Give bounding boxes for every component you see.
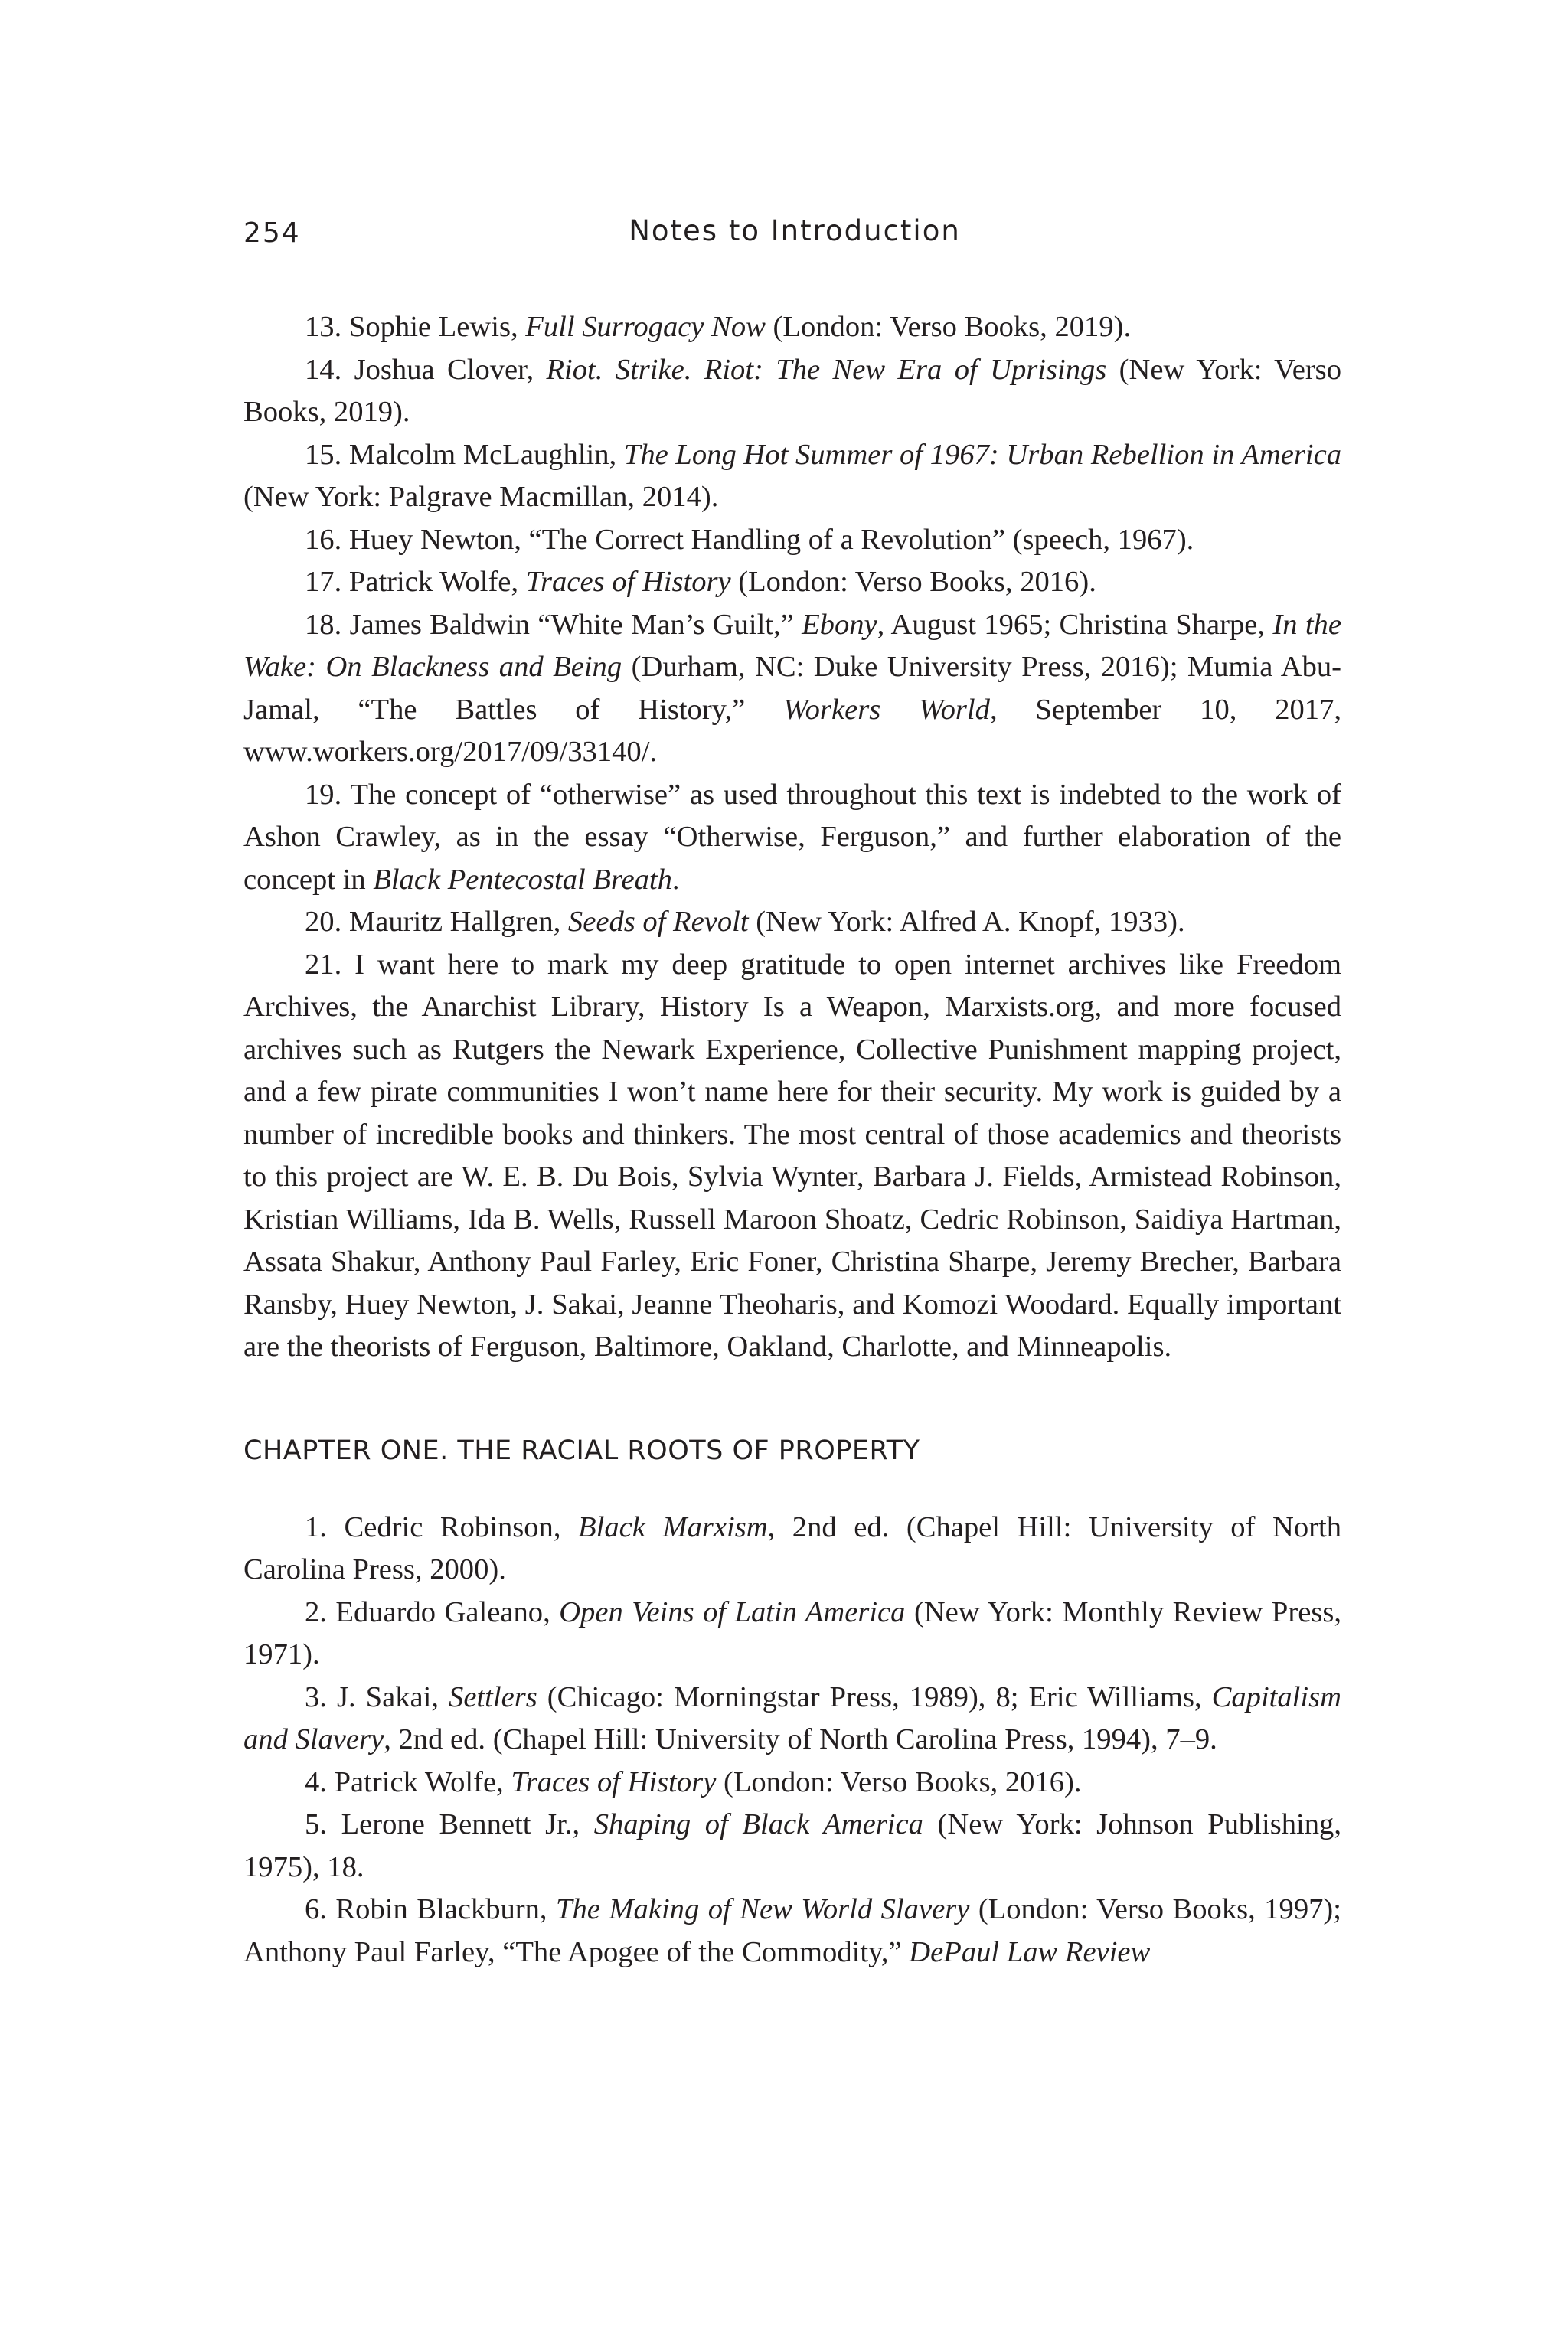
note-text: , September 10, 2017, www.workers.org/2017/09/33140/.: [243, 693, 1342, 768]
note-title-italic: In the Wake: On Blackness and Being: [243, 608, 1341, 683]
running-head: [243, 208, 1346, 254]
note-text: Eduardo Galeano,: [335, 1595, 560, 1628]
note-title-italic: Ebony: [802, 608, 877, 641]
note-number: 2.: [305, 1595, 327, 1628]
note-item: [243, 774, 1341, 902]
note-item: [243, 561, 1341, 604]
note-text: (New York: Palgrave Macmillan, 2014).: [243, 481, 719, 513]
note-title-italic: Traces of History: [525, 566, 731, 598]
note-number: 17.: [305, 566, 342, 598]
note-item: [243, 306, 1341, 349]
note-number: 21.: [305, 948, 342, 981]
note-item: [243, 1804, 1341, 1889]
note-item: [243, 1677, 1341, 1762]
note-text: (New York: Verso Books, 2019).: [243, 353, 1341, 428]
note-title-italic: Shaping of Black America: [593, 1808, 923, 1840]
note-title-italic: Full Surrogacy Now: [525, 311, 766, 343]
note-number: 20.: [305, 906, 342, 938]
note-text: The concept of “otherwise” as used throughout this text is indebted to the work of Ashon Crawley, as in the essay “Otherwise, Ferguson,” and further elaboration of the concept in: [243, 778, 1341, 896]
note-text: Robin Blackburn,: [335, 1893, 557, 1925]
note-item: [243, 434, 1341, 519]
note-item: [243, 944, 1341, 1369]
note-item: [243, 1592, 1341, 1677]
note-title-italic: Workers World: [783, 693, 990, 726]
note-item: [243, 1762, 1341, 1804]
note-text: (Durham, NC: Duke University Press, 2016); Mumia Abu-Jamal, “The Battles of History,”: [243, 651, 1341, 726]
note-title-italic: Riot. Strike. Riot: The New Era of Uprisings: [546, 353, 1107, 386]
note-text: , 2nd ed. (Chapel Hill: University of North Carolina Press, 2000).: [243, 1510, 1341, 1585]
note-text: (London: Verso Books, 1997); Anthony Paul Farley, “The Apogee of the Commodity,”: [243, 1893, 1341, 1968]
note-text: (London: Verso Books, 2019).: [765, 311, 1132, 343]
note-number: 14.: [305, 353, 342, 386]
note-item: [243, 519, 1341, 562]
note-text: J. Sakai,: [336, 1680, 449, 1713]
note-text: (London: Verso Books, 2016).: [716, 1765, 1082, 1798]
note-number: 1.: [305, 1510, 327, 1543]
note-number: 18.: [305, 608, 342, 641]
note-text: Patrick Wolfe,: [348, 566, 526, 598]
note-text: (New York: Monthly Review Press, 1971).: [243, 1595, 1341, 1670]
note-text: Mauritz Hallgren,: [348, 906, 568, 938]
note-number: 15.: [305, 438, 342, 471]
note-text: , 2nd ed. (Chapel Hill: University of North Carolina Press, 1994), 7–9.: [384, 1723, 1217, 1755]
note-text: (London: Verso Books, 2016).: [730, 566, 1096, 598]
note-number: 5.: [305, 1808, 327, 1840]
note-item: [243, 1889, 1341, 1974]
chapter-notes-list: [243, 1507, 1341, 1974]
note-text: Cedric Robinson,: [344, 1510, 579, 1543]
note-title-italic: DePaul Law Review: [909, 1935, 1151, 1968]
note-title-italic: Open Veins of Latin America: [559, 1595, 906, 1628]
note-number: 3.: [305, 1680, 327, 1713]
note-text: Huey Newton, “The Correct Handling of a Revolution” (speech, 1967).: [348, 523, 1194, 556]
note-title-italic: Black Marxism: [578, 1510, 768, 1543]
note-text: Patrick Wolfe,: [334, 1765, 511, 1798]
intro-notes-list: [243, 306, 1341, 1369]
note-text: James Baldwin “White Man’s Guilt,”: [349, 608, 802, 641]
note-title-italic: The Long Hot Summer of 1967: Urban Rebellion in America: [623, 438, 1341, 471]
note-title-italic: Traces of History: [511, 1765, 717, 1798]
note-text: (New York: Alfred A. Knopf, 1933).: [748, 906, 1185, 938]
note-title-italic: Capitalism and Slavery: [243, 1680, 1341, 1755]
note-text: Joshua Clover,: [354, 353, 547, 386]
note-title-italic: Black Pentecostal Breath: [373, 863, 672, 896]
note-text: .: [671, 863, 680, 896]
note-text: Lerone Bennett Jr.,: [341, 1808, 594, 1840]
note-number: 16.: [305, 523, 342, 556]
note-number: 13.: [305, 311, 342, 343]
note-item: [243, 1507, 1341, 1592]
page-number: 254: [243, 217, 301, 249]
note-title-italic: Seeds of Revolt: [567, 906, 749, 938]
notes-body: [243, 306, 1341, 1974]
note-number: 19.: [305, 778, 342, 811]
note-text: (Chicago: Morningstar Press, 1989), 8; Eric Williams,: [537, 1680, 1212, 1713]
note-text: Sophie Lewis,: [348, 311, 526, 343]
note-title-italic: The Making of New World Slavery: [556, 1893, 970, 1925]
note-text: , August 1965; Christina Sharpe,: [877, 608, 1273, 641]
note-title-italic: Settlers: [449, 1680, 537, 1713]
chapter-heading: CHAPTER ONE. THE RACIAL ROOTS OF PROPERTY: [243, 1435, 920, 1466]
note-text: Malcolm McLaughlin,: [348, 438, 624, 471]
note-number: 4.: [305, 1765, 327, 1798]
note-item: [243, 604, 1341, 774]
running-title: Notes to Introduction: [629, 214, 961, 247]
note-text: I want here to mark my deep gratitude to open internet archives like Freedom Archives, the Anarchist Library, History Is a Weapon, Marxists.org, and more focused archives such as Rutgers the Newark Experience, Collective Punishment mapping project, and a few pirate communities I won’t name here for their security. My work is guided by a number of incredible books and thinkers. The most central of those academics and theorists to this project are W. E. B. Du Bois, Sylvia Wynter, Barbara J. Fields, Armistead Robinson, Kristian Williams, Ida B. Wells, Russell Maroon Shoatz, Cedric Robinson, Saidiya Hartman, Assata Shakur, Anthony Paul Farley, Eric Foner, Christina Sharpe, Jeremy Brecher, Barbara Ransby, Huey Newton, J. Sakai, Jeanne Theoharis, and Komozi Woodard. Equally important are the theorists of Ferguson, Baltimore, Oakland, Charlotte, and Minneapolis.: [243, 948, 1341, 1363]
note-number: 6.: [305, 1893, 327, 1925]
note-text: (New York: Johnson Publishing, 1975), 18.: [243, 1808, 1341, 1883]
note-item: [243, 901, 1341, 944]
note-item: [243, 349, 1341, 434]
